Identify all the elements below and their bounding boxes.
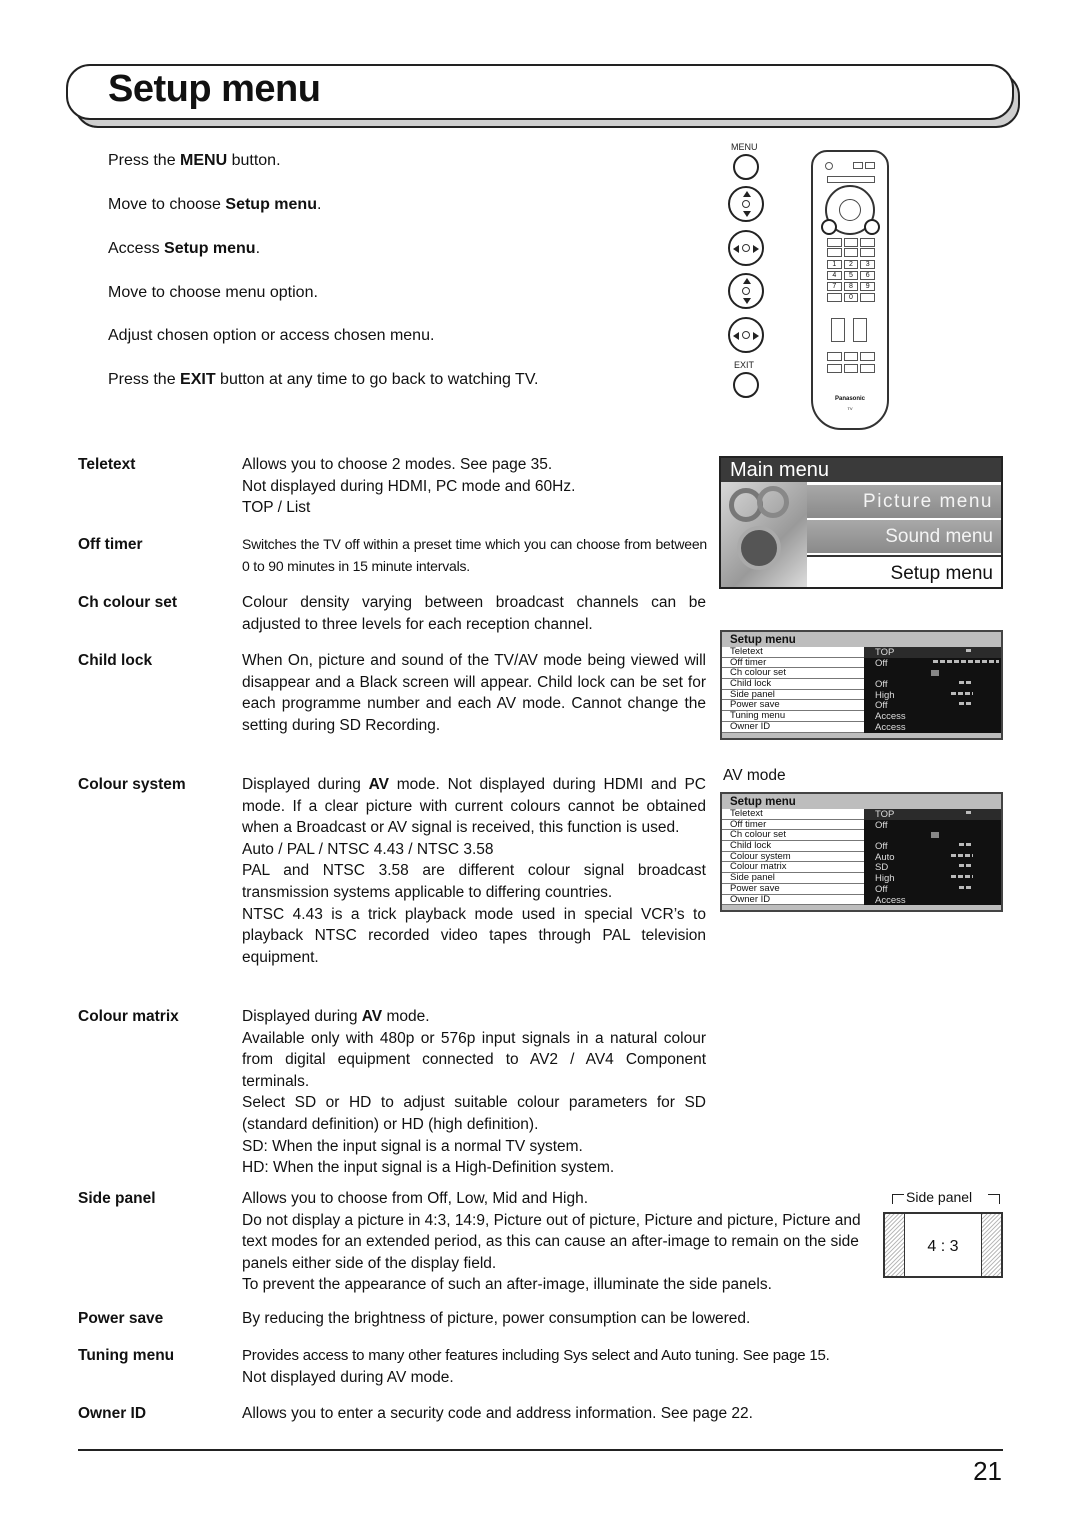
desc-colour-system: Displayed during AV mode. Not displayed during HDMI and PC mode. If a clear picture with current colours cannot be obtained when a Broadcast or AV signal is received, this function is used. Auto / PAL / NTSC 4.43 / NTSC 3.58 PAL and NTSC 3.58 are different colour signal broadcast transmission systems applicable to differing countries. NTSC 4.43 is a trick playback mode used in special VCR’s to playback NTSC recorded video tapes through PAL television equipment. <box>242 776 706 966</box>
setup-row: Off timer Off <box>722 658 1001 669</box>
desc-tuning-menu: Provides access to many other features including Sys select and Auto tuning. See page 15. Not displayed during AV mode. <box>242 1347 830 1386</box>
setup-row: Owner ID Access <box>722 895 1001 906</box>
term-colour-matrix: Colour matrix <box>78 1008 179 1025</box>
menu-button-icon <box>733 154 759 180</box>
menu-highlight-icon <box>821 219 837 235</box>
exit-highlight-icon <box>864 219 880 235</box>
side-panel-figure-label: Side panel <box>906 1189 973 1205</box>
setup-screen-av <box>720 792 1003 912</box>
setup-screen-title: Setup menu <box>730 634 796 646</box>
setup-row: Ch colour set <box>722 668 1001 679</box>
setup-row: Power save Off <box>722 884 1001 895</box>
up-down-button-icon <box>728 186 764 222</box>
step-5: Adjust chosen option or access chosen menu. <box>108 327 435 344</box>
setup-row: Teletext TOP <box>722 809 1001 820</box>
desc-off-timer: Switches the TV off within a preset time which you can choose from between 0 to 90 minutes in 15 minute intervals. <box>242 536 707 574</box>
page-title: Setup menu <box>108 68 321 110</box>
step-3: Access Setup menu. <box>108 240 261 257</box>
setup-row: Off timer Off <box>722 820 1001 831</box>
setup-row: Ch colour set <box>722 830 1001 841</box>
desc-ch-colour-set: Colour density varying between broadcast channels can be adjusted to three levels for each reception channel. <box>242 594 706 633</box>
menu-button-label: MENU <box>731 142 758 152</box>
exit-button-label: EXIT <box>734 360 755 370</box>
step-6: Press the EXIT button at any time to go back to watching TV. <box>108 371 539 388</box>
term-teletext: Teletext <box>78 456 136 473</box>
setup-row: Owner ID Access <box>722 722 1001 733</box>
menu-artwork-icon <box>721 482 807 589</box>
term-colour-system: Colour system <box>78 776 186 793</box>
term-tuning-menu: Tuning menu <box>78 1347 175 1364</box>
side-panel-bracket-left <box>892 1194 904 1204</box>
step-2: Move to choose Setup menu. <box>108 196 322 213</box>
left-right-button-icon <box>728 230 764 266</box>
desc-child-lock: When On, picture and sound of the TV/AV mode being viewed will disappear and a Black screen will appear. Child lock can be set for each programme number and each AV mode. Cannot change the setting during SD Recording. <box>242 652 706 734</box>
remote-model: TV <box>847 406 853 411</box>
setup-screen-tv <box>720 630 1003 740</box>
setup-row: Child lock Off <box>722 841 1001 852</box>
term-ch-colour-set: Ch colour set <box>78 594 178 611</box>
left-right-button-icon <box>728 317 764 353</box>
setup-row: Colour system Auto <box>722 852 1001 863</box>
main-menu-panel <box>719 456 1003 589</box>
setup-row: Child lock Off <box>722 679 1001 690</box>
setup-row: Tuning menu Access <box>722 711 1001 722</box>
main-menu-setup: Setup menu <box>807 555 1003 588</box>
remote-brand: Panasonic <box>834 396 865 402</box>
term-off-timer: Off timer <box>78 536 143 553</box>
side-panel-figure <box>883 1212 1003 1278</box>
setup-row: Side panel High <box>722 690 1001 701</box>
setup-row: Teletext TOP <box>722 647 1001 658</box>
remote-control-illustration: 1 2 3 4 5 6 7 8 9 0 Panasonic TV <box>811 150 889 430</box>
main-menu-sound: Sound menu <box>807 520 1003 553</box>
term-owner-id: Owner ID <box>78 1405 147 1422</box>
main-menu-picture: Picture menu <box>807 485 1003 518</box>
aspect-ratio-label: 4 : 3 <box>927 1238 959 1255</box>
side-panel-bracket-right <box>988 1194 1000 1204</box>
page-number: 21 <box>973 1456 1002 1486</box>
setup-screen-title: Setup menu <box>730 796 796 808</box>
av-mode-label: AV mode <box>723 767 786 784</box>
setup-row: Power save Off <box>722 700 1001 711</box>
term-power-save: Power save <box>78 1310 164 1327</box>
desc-owner-id: Allows you to enter a security code and address information. See page 22. <box>242 1405 753 1422</box>
footer-rule <box>78 1449 1003 1451</box>
step-1: Press the MENU button. <box>108 152 281 169</box>
step-4: Move to choose menu option. <box>108 284 318 301</box>
main-menu-header: Main menu <box>721 458 1001 482</box>
setup-row: Colour matrix SD <box>722 862 1001 873</box>
term-side-panel: Side panel <box>78 1190 156 1207</box>
desc-side-panel: Allows you to choose from Off, Low, Mid and High. Do not display a picture in 4:3, 14:9, Picture out of picture, Picture and picture, Picture and text modes for an extended period, as this can cause an after-image to remain on the side panels either side of the display field. To prevent the appearance of such an after-image, illuminate the side panels. <box>242 1190 861 1294</box>
desc-colour-matrix: Displayed during AV mode. Available only with 480p or 576p input signals in a natural colour from digital equipment connected to AV2 / AV4 Component terminals. Select SD or HD to adjust suitable colour parameters for SD (standard definition) or HD (high definition). SD: When the input signal is a normal TV system. HD: When the input signal is a High-Definition system. <box>242 1008 706 1177</box>
desc-power-save: By reducing the brightness of picture, power consumption can be lowered. <box>242 1310 751 1327</box>
desc-teletext: Allows you to choose 2 modes. See page 35. Not displayed during HDMI, PC mode and 60Hz. TOP / List <box>242 456 576 517</box>
setup-row: Side panel High <box>722 873 1001 884</box>
up-down-button-icon <box>728 273 764 309</box>
term-child-lock: Child lock <box>78 652 153 669</box>
exit-button-icon <box>733 372 759 398</box>
